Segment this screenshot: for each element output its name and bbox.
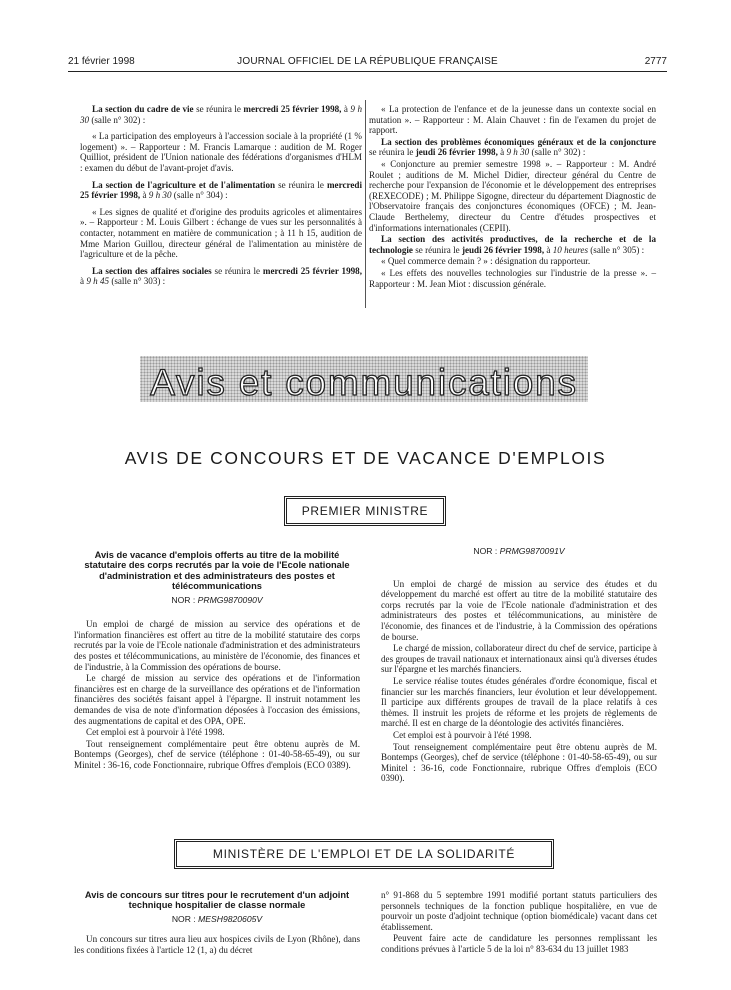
agenda-paragraph: « Les signes de qualité et d'origine des produits agricoles et alimentaires ». – Rapporteur : M. Louis Gilbert : échange de vues sur les personnalités à contacter, notamment en matière de communication ; à 11 h 15, audition de Mme Marion Guillou, directeur général de l'alimentation au ministère de l'agriculture et de la pêche.: [80, 206, 362, 260]
section-title: AVIS DE CONCOURS ET DE VACANCE D'EMPLOIS: [124, 448, 607, 468]
ministry-label: MINISTÈRE DE L'EMPLOI ET DE LA SOLIDARITÉ: [212, 847, 516, 861]
nor-code: MESH9820605V: [198, 913, 263, 924]
ministry-heading-premier-ministre: [286, 498, 444, 524]
session-time: 9 h 30: [148, 190, 172, 201]
session-room: (salle n° 303) :: [109, 276, 166, 287]
section-name: La section de l'agriculture et de l'alimentation: [92, 179, 276, 190]
session-room: (salle n° 304) :: [171, 190, 228, 201]
nor-label: NOR :: [171, 594, 198, 605]
notice-paragraph: n° 91-868 du 5 septembre 1991 modifié portant statuts particuliers des personnels techniques de la fonction publique hospitalière, en vue de pourvoir un poste d'adjoint technique (option biomédicale) vacant dans cet établissement.: [381, 890, 657, 932]
section-name: La section des activités productives, de la recherche et de la technologie: [369, 234, 656, 255]
session-date: mercredi 25 février 1998,: [243, 104, 342, 114]
header-journal-title: JOURNAL OFFICIEL DE LA RÉPUBLIQUE FRANÇAISE: [237, 56, 498, 67]
notice-paragraph: Un emploi de chargé de mission au service des études et du développement du marché est offert au titre de la mobilité statutaire des corps recrutés par la voie de l'Ecole nationale d'administration et des administrateurs des postes et télécommunications, au ministère de l'économie, des finances et de l'industrie, à la Commission des opérations de bourse.: [381, 578, 657, 642]
agenda-paragraph: « La participation des employeurs à l'accession sociale à la propriété (1 % logement) ». – Rapporteur : M. Francis Lamarque : audition de M. Roger Quilliot, président de l'Union nationale des fédérations d'organismes d'HLM : examen du début de l'avant-projet d'avis.: [80, 131, 362, 173]
nor-label: NOR :: [473, 546, 500, 556]
text: se réunira le: [193, 104, 244, 114]
notice-paragraph: Le chargé de mission, collaborateur direct du chef de service, participe à des groupes de travail nationaux et internationaux ainsi qu'à diverses études sur l'épargne et les marchés financiers.: [381, 643, 657, 675]
notice-paragraph: Cet emploi est à pourvoir à l'été 1998.: [86, 727, 225, 738]
nor-reference: [74, 914, 360, 925]
text: à: [140, 190, 149, 201]
session-date: jeudi 26 février 1998,: [461, 244, 545, 255]
notice-paragraph: Peuvent faire acte de candidature les personnes remplissant les conditions prévues à l'article 5 de la loi n° 83-634 du 13 juillet 1983: [381, 933, 657, 954]
session-room: (salle n° 302) :: [529, 147, 586, 158]
agenda-paragraph: « Les effets des nouvelles technologies sur l'industrie de la presse ». – Rapporteur : M. Jean Miot : discussion générale.: [369, 267, 656, 289]
notice-3: [74, 890, 360, 957]
notice-1: [74, 550, 360, 772]
notice-paragraph: Le service réalise toutes études générales d'ordre économique, fiscal et financier sur les marchés financiers, leur évolution et leur développement. Il participe aux différents groupes de travail de la place relatifs à ces thèmes. Il instruit les projets de réforme et les projets de règlements de marché. Il est en charge de la déontologie des activités financières.: [381, 675, 657, 729]
notice-paragraph: Un concours sur titres aura lieu aux hospices civils de Lyon (Rhône), dans les conditions fixées à l'article 12 (1, a) du décret: [74, 934, 360, 955]
page-header: [68, 56, 667, 72]
column-divider: [365, 100, 366, 308]
session-room: (salle n° 305) :: [587, 244, 645, 255]
notice-title: Avis de vacance d'emplois offerts au titre de la mobilité statutaire des corps recrutés par la voie de l'Ecole nationale d'administration et des administrateurs des postes et télécommunications: [84, 550, 350, 592]
banner-title: Avis et communications: [150, 362, 578, 403]
ministry-heading-emploi-solidarite: [176, 841, 552, 867]
section-name: La section du cadre de vie: [92, 104, 194, 114]
section-name: La section des problèmes économiques généraux et de la conjoncture: [381, 136, 656, 147]
text: à: [544, 244, 553, 255]
text: à: [80, 276, 87, 287]
session-time: 9 h 30: [506, 147, 530, 158]
agenda-paragraph: « Quel commerce demain ? » : désignation du rapporteur.: [381, 256, 591, 267]
session-time: 9 h 30: [80, 104, 362, 125]
header-date: 21 février 1998: [68, 56, 135, 67]
session-affaires-sociales: [80, 266, 362, 287]
text: à: [497, 147, 507, 158]
nor-label: NOR :: [171, 913, 199, 924]
session-time: 9 h 45: [86, 276, 110, 287]
notice-paragraph: Un emploi de chargé de mission au service des opérations et de l'information financières est offert au titre de la mobilité statutaire des corps recrutés par la voie de l'Ecole nationale d'administration et des administrateurs des postes et télécommunications, au ministère de l'économie, des finances et de l'industrie, à la Commission des opérations de bourse.: [74, 619, 360, 672]
text: se réunira le: [412, 244, 462, 255]
nor-code: PRMG9870090V: [197, 594, 263, 605]
text: à: [341, 104, 351, 114]
nor-reference: [381, 546, 657, 557]
session-agriculture: [80, 180, 362, 201]
notice-3-continued: [381, 890, 657, 956]
session-date: jeudi 26 février 1998,: [415, 147, 498, 158]
header-page-number: 2777: [644, 56, 667, 67]
session-problemes-economiques: [369, 137, 656, 158]
session-time: 10 heures: [552, 244, 588, 255]
header-rule: [68, 71, 667, 72]
notice-paragraph: Tout renseignement complémentaire peut être obtenu auprès de M. Bontemps (Georges), chef de service (téléphone : 01-40-58-65-49), ou sur Minitel : 36-16, code Fonctionnaire, rubrique Offres d'emplois (ECO 0389).: [74, 738, 360, 770]
notice-paragraph: Cet emploi est à pourvoir à l'été 1998.: [393, 729, 532, 740]
section-name: La section des affaires sociales: [92, 265, 212, 276]
session-activites-productives: [369, 234, 656, 255]
notice-paragraph: Tout renseignement complémentaire peut être obtenu auprès de M. Bontemps (Georges), chef de service (téléphone : 01-40-58-65-49), ou sur Minitel : 36-16, code Fonctionnaire, rubrique Offres d'emplois (ECO 0390).: [381, 741, 657, 784]
session-date: mercredi 25 février 1998,: [262, 265, 362, 276]
notice-title: Avis de concours sur titres pour le recrutement d'un adjoint technique hospitalier de classe normale: [84, 890, 350, 911]
agenda-paragraph: « La protection de l'enfance et de la jeunesse dans un contexte social en mutation ». – Rapporteur : M. Alain Chauvet : fin de l'examen du projet de rapport.: [369, 104, 656, 136]
text: se réunira le: [275, 179, 327, 190]
ministry-label: PREMIER MINISTRE: [301, 504, 429, 518]
agenda-paragraph: « Conjoncture au premier semestre 1998 ». – Rapporteur : M. André Roulet ; auditions de M. Michel Didier, directeur général du Centre de recherche pour l'expansion de l'économie et le développement des entreprises (REXECODE) ; M. Philippe Sigogne, directeur du département Diagnostic de l'Observatoire français des conjonctures économiques (OFCE) ; M. Jean-Claude Berthelemy, directeur du Centre d'études prospectives et d'informations internationales (CEPII).: [369, 158, 656, 233]
top-left-column: [80, 104, 362, 288]
notice-paragraph: Le chargé de mission au service des opérations et de l'information financières est en charge de la surveillance des opérations et de l'information financières des sociétés faisant appel à l'épargne. Il instruit notamment les demandes de visa de note d'information déposées à l'occasion des émissions, des augmentations de capital et des OPA, OPE.: [74, 673, 360, 726]
session-cadre-de-vie: [80, 104, 362, 125]
nor-reference: [74, 595, 360, 606]
session-date: mercredi 25 février 1998,: [80, 179, 362, 201]
notice-2: [381, 546, 657, 785]
text: se réunira le: [211, 265, 263, 276]
text: se réunira le: [369, 147, 416, 158]
nor-code: PRMG9870091V: [499, 546, 565, 556]
session-room: (salle n° 302) :: [89, 114, 146, 125]
top-right-column: [369, 104, 656, 290]
